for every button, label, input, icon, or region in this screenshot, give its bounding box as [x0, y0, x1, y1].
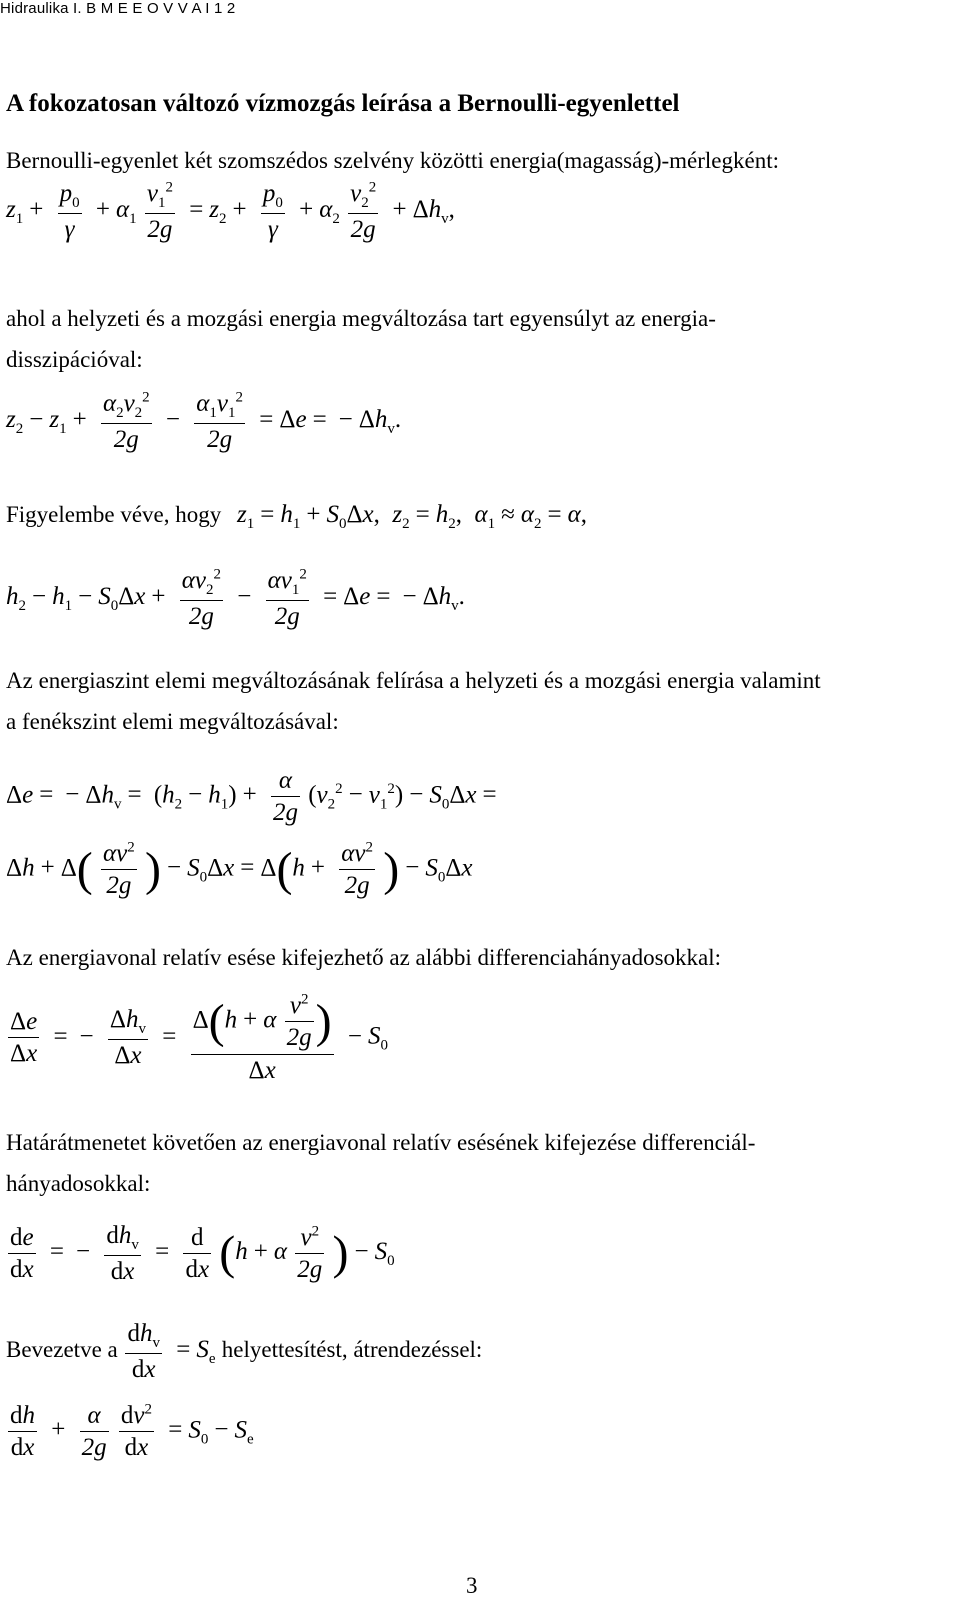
inline-equation-se: $\frac{dh_v}{dx}$ = $S_e$ — [127, 1320, 216, 1383]
paragraph-text: Figyelembe véve, hogy — [6, 502, 222, 527]
paragraph-energy-balance — [6, 298, 716, 380]
equation-bernoulli: $z_1$ + $\frac{p_0}{\gamma}$ + $\alpha_1$ $\frac{v_1^2}{2g}$ = $z_2$ + $\frac{p_0}{\gamma}$ + $\alpha_2$ $\frac{v_2^2}{2g}$ + $\Delta h_v$, — [6, 179, 455, 243]
paragraph-substitution — [6, 1318, 482, 1385]
running-header: Hidraulika I. B M E E O V V A I 1 2 — [0, 0, 236, 17]
equation-differential-quotient: $\frac{de}{dx}$ = − $\frac{dh_v}{dx}$ = $\frac{d}{dx}$ (h + α $\frac{v^2}{2g}$ ) − $S_0$ — [10, 1222, 395, 1285]
paragraph-line: Határátmenetet követően az energiavonal relatív esésének kifejezése differenciál- — [6, 1130, 756, 1155]
paragraph-line: Az energiaszint elemi megváltozásának felírása a helyzeti és a mozgási energia valamint — [6, 668, 821, 693]
paragraph-energy-level — [6, 660, 821, 742]
equation-final: $\frac{dh}{dx}$ + $\frac{\alpha}{2g}$ $\frac{dv^2}{dx}$ = $S_0 - S_e$ — [10, 1401, 254, 1462]
paragraph-limit — [6, 1122, 755, 1204]
equation-dissipation: $z_2 - z_1$ + $\frac{\alpha_2v_2^2}{2g}$ − $\frac{\alpha_1v_1^2}{2g}$ = Δe = − $\Delta h_v$. — [6, 389, 402, 453]
paragraph-line: hányadosokkal: — [6, 1171, 151, 1196]
equation-energy-change-2: Δh + Δ( $\frac{\alpha v^2}{2g}$ ) − $S_0\Delta x = \Delta(h$ + $\frac{\alpha v^2}{2g}$ ) − $S_0\Delta x$ — [6, 839, 473, 900]
paragraph-bernoulli-intro: Bernoulli-egyenlet két szomszédos szelvény közötti energia(magasság)-mérlegként: — [6, 148, 780, 173]
paragraph-line: ahol a helyzeti és a mozgási energia megváltozása tart egyensúlyt az energia- — [6, 306, 716, 331]
section-title: A fokozatosan változó vízmozgás leírása a Bernoulli-egyenlettel — [6, 90, 680, 117]
equation-difference-quotient: $\frac{\Delta e}{\Delta x}$ = − $\frac{\Delta h_v}{\Delta x}$ = Δ(h + α $\frac{v^2}{2g}$ ) Δx − $S_0$ — [10, 991, 388, 1084]
equation-energy-change: Δe = − $\Delta h_v = (h_2 - h_1)$ + $\frac{\alpha}{2g}$ $(v_2^2 - v_1^2) - S_0\Delta x$ = — [6, 767, 497, 827]
equation-depth-form: $h_2 - h_1 - S_0\Delta x$ + $\frac{\alpha v_2^2}{2g}$ − $\frac{\alpha v_1^2}{2g}$ = Δe = − $\Delta h_v$. — [6, 566, 465, 630]
paragraph-relative-slope: Az energiavonal relatív esése kifejezhető az alábbi differenciahányadosokkal: — [6, 945, 722, 970]
paragraph-line: a fenékszint elemi megváltozásával: — [6, 709, 339, 734]
paragraph-text: helyettesítést, átrendezéssel: — [221, 1337, 483, 1363]
paragraph-assumptions — [6, 494, 587, 545]
inline-equation-assumptions: $z_1 = h_1 + S_0\Delta x$, $z_2 = h_2$, $\alpha_1 \approx \alpha_2 = \alpha$, — [237, 501, 587, 532]
paragraph-text: Bevezetve a — [6, 1337, 118, 1363]
paragraph-line: disszipációval: — [6, 347, 143, 372]
page-number: 3 — [466, 1573, 478, 1598]
